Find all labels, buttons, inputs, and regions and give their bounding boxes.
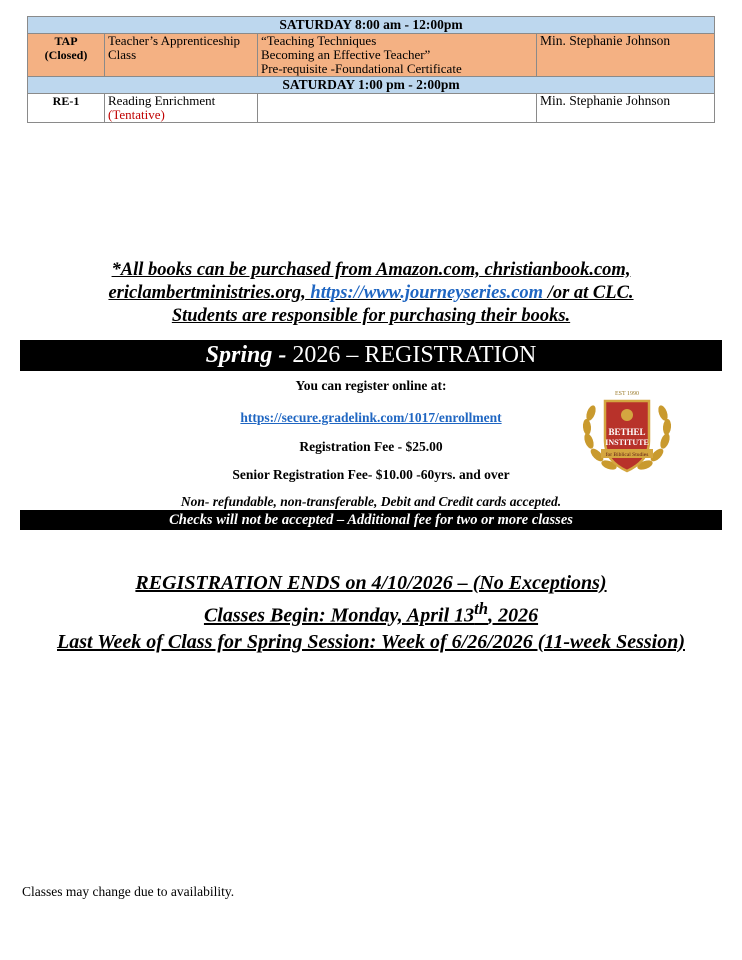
payment-policy: Non- refundable, non-transferable, Debit and Credit cards accepted. xyxy=(180,494,562,509)
books-line-2 xyxy=(0,282,742,305)
course-note: (Tentative) xyxy=(108,107,165,122)
books-line-1 xyxy=(0,259,742,282)
register-online-label: You can register online at: xyxy=(295,378,447,393)
logo-est: EST 1990 xyxy=(614,391,640,397)
classes-begin-text: Classes Begin: Monday, April 13 xyxy=(203,604,475,627)
books-text: *All books can be purchased from Amazon.com, xyxy=(111,260,480,280)
registration-banner xyxy=(20,340,722,371)
course-code: TAP xyxy=(54,34,78,48)
logo-name-2: INSTITUTE xyxy=(605,438,649,447)
bethel-institute-logo xyxy=(577,383,677,483)
table-row xyxy=(28,34,715,77)
senior-registration-fee: Senior Registration Fee- $10.00 -60yrs. and over xyxy=(232,467,510,482)
globe-icon xyxy=(621,409,633,421)
saturday-afternoon-header-row xyxy=(28,77,715,94)
books-text: /or at CLC. xyxy=(547,283,634,303)
course-code: RE-1 xyxy=(28,94,105,123)
last-week: Last Week of Class for Spring Session: Week of 6/26/2026 (11-week Session) xyxy=(57,630,685,653)
availability-note: Classes may change due to availability. xyxy=(22,884,235,899)
registration-url-link[interactable]: https://secure.gradelink.com/1017/enrollment xyxy=(240,410,502,425)
classes-begin-year: , 2026 xyxy=(488,604,539,627)
class-schedule-table xyxy=(27,16,715,123)
instructor-name: Min. Stephanie Johnson xyxy=(537,94,715,123)
classes-begin-sup: th xyxy=(474,599,489,618)
instructor-name: Min. Stephanie Johnson xyxy=(537,34,715,77)
books-line-3: Students are responsible for purchasing their books. xyxy=(171,306,571,326)
course-description xyxy=(258,34,537,77)
checks-banner: Checks will not be accepted – Additional fee for two or more classes xyxy=(20,510,722,530)
course-name: Reading Enrichment xyxy=(108,93,216,108)
table-row xyxy=(28,94,715,123)
course-description xyxy=(258,94,537,123)
journeyseries-link[interactable]: https://www.journeyseries.com xyxy=(310,283,544,303)
banner-title: 2026 – REGISTRATION xyxy=(292,342,537,368)
course-name: Teacher’s Apprenticeship Class xyxy=(105,34,258,77)
logo-name-1: BETHEL xyxy=(608,427,646,437)
saturday-afternoon-header: SATURDAY 1:00 pm - 2:00pm xyxy=(28,77,715,94)
description-line: Pre-requisite -Foundational Certificate xyxy=(261,61,462,76)
deadlines xyxy=(0,570,742,655)
saturday-morning-header: SATURDAY 8:00 am - 12:00pm xyxy=(28,17,715,34)
description-line: Becoming an Effective Teacher” xyxy=(261,47,431,62)
course-code-cell xyxy=(28,34,105,77)
ericlambert-link[interactable]: ericlambertministries.org, xyxy=(108,283,306,303)
logo-ribbon-text: for Biblical Studies xyxy=(605,452,649,458)
classes-begin xyxy=(0,596,742,629)
saturday-morning-header-row xyxy=(28,17,715,34)
course-name-cell xyxy=(105,94,258,123)
registration-fee: Registration Fee - $25.00 xyxy=(299,439,443,454)
christianbook-link[interactable]: christianbook.com, xyxy=(484,260,631,280)
banner-season: Spring - xyxy=(205,342,287,368)
description-line: “Teaching Techniques xyxy=(261,33,377,48)
course-status: (Closed) xyxy=(44,48,88,62)
books-notice xyxy=(0,259,742,328)
registration-ends: REGISTRATION ENDS on 4/10/2026 – (No Exceptions) xyxy=(135,572,607,594)
